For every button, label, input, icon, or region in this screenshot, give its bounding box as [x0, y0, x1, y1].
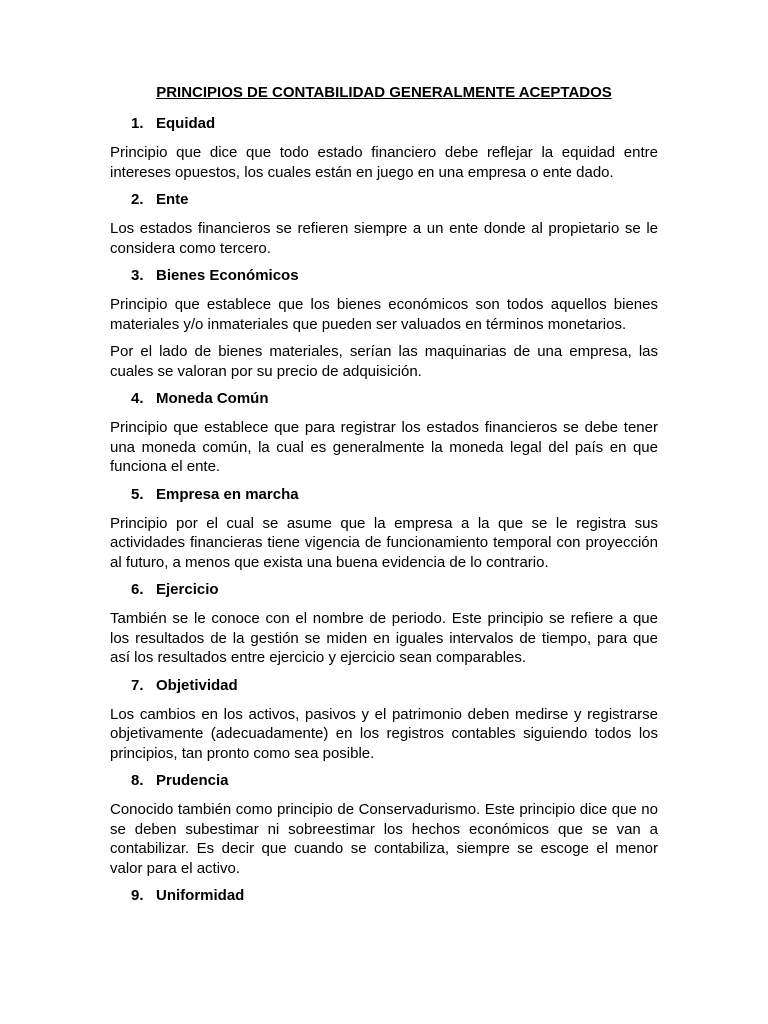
- section-number: 9.: [131, 887, 144, 904]
- section-number: 3.: [131, 267, 144, 284]
- sections-container: [110, 114, 658, 906]
- section-number: 1.: [131, 115, 144, 132]
- section-paragraph: Principio que establece que para registrar los estados financieros se debe tener una moneda común, la cual es generalmente la moneda legal del país en que funciona el ente.: [110, 419, 658, 475]
- section-number: 2.: [131, 191, 144, 208]
- section-title: Prudencia: [156, 772, 229, 789]
- section-heading: [110, 485, 658, 505]
- section-heading: [110, 114, 658, 134]
- section-heading: [110, 266, 658, 286]
- section-title: Moneda Común: [156, 390, 269, 407]
- section-heading: [110, 771, 658, 791]
- section-heading: [110, 886, 658, 906]
- section-number: 8.: [131, 772, 144, 789]
- section-title: Uniformidad: [156, 887, 245, 904]
- section-title: Ejercicio: [156, 581, 219, 598]
- section-number: 6.: [131, 581, 144, 598]
- section-paragraph: Principio que dice que todo estado financiero debe reflejar la equidad entre intereses opuestos, los cuales están en juego en una empresa o ente dado.: [110, 144, 658, 181]
- section-paragraph: Principio por el cual se asume que la empresa a la que se le registra sus actividades financieras tiene vigencia de funcionamiento temporal con proyección al futuro, a menos que exista una buena evidencia de lo contrario.: [110, 514, 658, 571]
- section-paragraph: Los cambios en los activos, pasivos y el patrimonio deben medirse y registrarse objetivamente (adecuadamente) en los registros contables siguiendo todos los principios, tan pronto como sea posible.: [110, 705, 658, 762]
- section-number: 5.: [131, 485, 144, 503]
- section-heading: [110, 190, 658, 210]
- section-title: Objetividad: [156, 676, 238, 694]
- section-paragraph: Conocido también como principio de Conservadurismo. Este principio dice que no se deben subestimar ni sobreestimar los hechos económicos que se van a contabilizar. Es decir que cuando se contabiliza, siempre se escoge el menor valor para el activo.: [110, 801, 658, 877]
- section-title: Bienes Económicos: [156, 267, 299, 284]
- document-title: PRINCIPIOS DE CONTABILIDAD GENERALMENTE ACEPTADOS: [156, 84, 612, 101]
- section-title: Equidad: [156, 115, 216, 132]
- section-paragraph: Principio que establece que los bienes económicos son todos aquellos bienes materiales y/o inmateriales que pueden ser valuados en términos monetarios.: [110, 296, 658, 333]
- section-paragraph: Los estados financieros se refieren siempre a un ente donde al propietario se le considera como tercero.: [110, 220, 658, 257]
- section-paragraph: Por el lado de bienes materiales, serían las maquinarias de una empresa, las cuales se valoran por su precio de adquisición.: [110, 343, 658, 380]
- section-title: Ente: [156, 191, 189, 208]
- section-title: Empresa en marcha: [156, 485, 299, 503]
- section-paragraph: También se le conoce con el nombre de periodo. Este principio se refiere a que los resultados de la gestión se miden en iguales intervalos de tiempo, para que así los resultados entre ejercicio y ejercicio sean comparables.: [110, 610, 658, 666]
- section-heading: [110, 676, 658, 696]
- section-number: 4.: [131, 390, 144, 407]
- section-number: 7.: [131, 676, 144, 694]
- section-heading: [110, 389, 658, 409]
- section-heading: [110, 580, 658, 600]
